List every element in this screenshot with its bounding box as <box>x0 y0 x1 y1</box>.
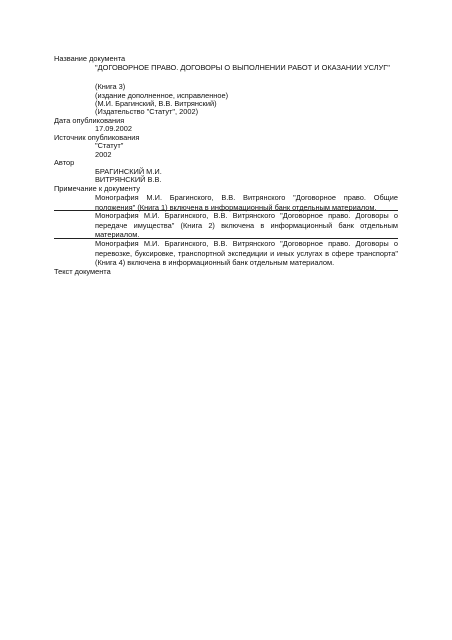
note-item: Монография М.И. Брагинского, В.В. Витрянского "Договорное право. Договоры о перевозке, буксировке, транспортной экспедиции и иных услугах в сфере транспорта" (Книга 4) включена в информационный банк отдельным материалом. <box>95 239 398 268</box>
author-name: БРАГИНСКИЙ М.И. <box>95 167 162 176</box>
authors-note: (М.И. Брагинский, В.В. Витрянский) <box>95 99 217 108</box>
author-label: Автор <box>54 158 75 167</box>
date-value: 17.09.2002 <box>95 124 132 133</box>
author-name: ВИТРЯНСКИЙ В.В. <box>95 175 162 184</box>
source-label: Источник опубликования <box>54 133 140 142</box>
date-label: Дата опубликования <box>54 116 125 125</box>
title-label: Название документа <box>54 54 126 63</box>
publisher-note: (Издательство "Статут", 2002) <box>95 107 199 116</box>
book-number: (Книга 3) <box>95 82 126 91</box>
note-item: Монография М.И. Брагинского, В.В. Витрянского "Договорное право. Общие положения" (Книга 1) включена в информационный банк отдельным материалом. <box>95 193 398 212</box>
edition-note: (издание дополненное, исправленное) <box>95 91 229 100</box>
text-label: Текст документа <box>54 267 111 276</box>
document-title: "ДОГОВОРНОЕ ПРАВО. ДОГОВОРЫ О ВЫПОЛНЕНИИ РАБОТ И ОКАЗАНИИ УСЛУГ" <box>95 63 390 72</box>
note-item: Монография М.И. Брагинского, В.В. Витрянского "Договорное право. Договоры о передаче имущества" (Книга 2) включена в информационный банк отдельным материалом. <box>95 211 398 240</box>
source-year: 2002 <box>95 150 112 159</box>
note-label: Примечание к документу <box>54 184 140 193</box>
source-name: "Статут" <box>95 141 124 150</box>
